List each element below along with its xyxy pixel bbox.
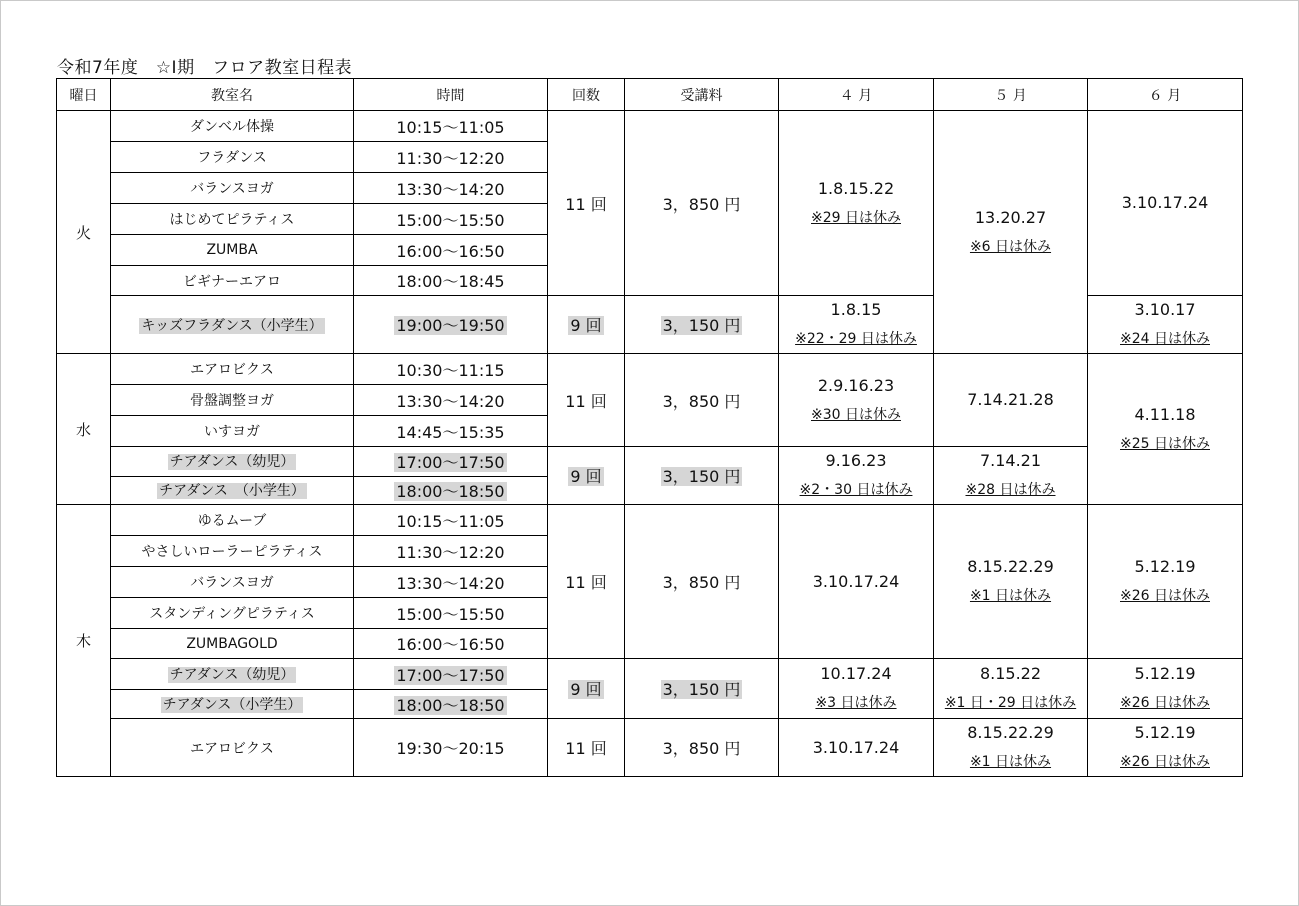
june-dates: 3.10.17 <box>1134 300 1196 319</box>
class-time: 18:00～18:45 <box>354 266 548 296</box>
april-schedule <box>779 505 934 659</box>
class-name: チアダンス（幼児） <box>169 667 295 683</box>
fee: 3，850 円 <box>625 505 779 659</box>
header-june: ６ 月 <box>1088 79 1243 111</box>
class-time: 18:00～18:50 <box>396 481 505 501</box>
header-row <box>57 79 1243 111</box>
class-time: 14:45～15:35 <box>354 416 548 447</box>
april-dates: 9.16.23 <box>825 451 887 470</box>
session-count: 9 回 <box>570 680 602 699</box>
class-time: 15:00～15:50 <box>354 598 548 629</box>
header-day: 曜日 <box>57 79 111 111</box>
day-tuesday: 火 <box>57 111 111 354</box>
header-class: 教室名 <box>111 79 354 111</box>
class-time-cell <box>354 690 548 719</box>
april-holiday-note: ※29 日は休み <box>811 209 901 226</box>
june-dates: 5.12.19 <box>1134 557 1196 576</box>
may-holiday-note: ※1 日は休み <box>969 754 1052 770</box>
day-thursday: 木 <box>57 505 111 777</box>
class-name: エアロビクス <box>111 719 354 777</box>
class-name: やさしいローラーピラティス <box>111 536 354 567</box>
class-name: チアダンス（幼児） <box>169 454 295 471</box>
fee: 3，850 円 <box>625 354 779 447</box>
class-time: 17:00～17:50 <box>396 452 505 472</box>
june-schedule <box>1088 354 1243 505</box>
session-count-cell <box>548 296 625 354</box>
page-title: 令和7年度 ☆Ⅰ期 フロア教室日程表 <box>57 58 353 78</box>
class-name: 骨盤調整ヨガ <box>111 385 354 416</box>
fee-cell <box>625 447 779 505</box>
class-time: 11:30～12:20 <box>354 536 548 567</box>
class-time: 19:00～19:50 <box>396 316 505 335</box>
june-schedule <box>1088 296 1243 354</box>
class-name: キッズフラダンス（小学生） <box>141 317 323 334</box>
fee: 3，150 円 <box>662 467 741 486</box>
class-name: チアダンス （小学生） <box>159 483 305 500</box>
june-schedule <box>1088 659 1243 719</box>
session-count: 11 回 <box>548 505 625 659</box>
fee-cell <box>625 659 779 719</box>
june-holiday-note: ※25 日は休み <box>1120 435 1210 452</box>
june-holiday-note: ※24 日は休み <box>1120 331 1210 347</box>
june-schedule <box>1088 719 1243 777</box>
class-name: バランスヨガ <box>111 567 354 598</box>
class-name-cell <box>111 476 354 505</box>
may-schedule <box>934 659 1088 719</box>
class-time: 18:00～18:50 <box>396 695 505 715</box>
fee: 3，150 円 <box>662 680 741 699</box>
april-dates: 1.8.15 <box>830 300 882 319</box>
class-time: 13:30～14:20 <box>354 173 548 204</box>
april-schedule <box>779 659 934 719</box>
june-holiday-note: ※26 日は休み <box>1120 695 1210 711</box>
table-row <box>57 505 1243 536</box>
june-schedule <box>1088 111 1243 296</box>
header-may: ５ 月 <box>934 79 1088 111</box>
class-time: 11:30～12:20 <box>354 142 548 173</box>
class-time: 13:30～14:20 <box>354 567 548 598</box>
class-name: ZUMBA <box>111 235 354 266</box>
april-schedule <box>779 719 934 777</box>
may-holiday-note: ※28 日は休み <box>965 482 1056 498</box>
table-row <box>57 659 1243 690</box>
june-dates: 5.12.19 <box>1134 723 1196 742</box>
class-name: バランスヨガ <box>111 173 354 204</box>
fee: 3，850 円 <box>625 719 779 777</box>
day-wednesday: 水 <box>57 354 111 505</box>
may-dates: 7.14.21 <box>979 451 1042 470</box>
june-dates: 4.11.18 <box>1134 404 1196 424</box>
april-dates: 3.10.17.24 <box>812 737 900 757</box>
class-name-cell <box>111 690 354 719</box>
may-schedule <box>934 719 1088 777</box>
april-schedule <box>779 111 934 296</box>
april-dates: 10.17.24 <box>820 664 892 683</box>
class-time-cell <box>354 296 548 354</box>
april-schedule <box>779 296 934 354</box>
session-count: 9 回 <box>570 467 602 486</box>
fee: 3，850 円 <box>625 111 779 296</box>
schedule-table <box>56 78 1243 777</box>
header-april: ４ 月 <box>779 79 934 111</box>
may-dates: 8.15.22 <box>979 664 1042 683</box>
may-dates: 7.14.21.28 <box>967 390 1054 409</box>
class-name-cell <box>111 659 354 690</box>
class-time: 17:00～17:50 <box>396 665 505 685</box>
may-schedule <box>934 354 1088 447</box>
class-time: 19:30～20:15 <box>354 719 548 777</box>
june-dates: 5.12.19 <box>1134 664 1196 683</box>
may-dates: 8.15.22.29 <box>967 557 1054 576</box>
april-schedule <box>779 354 934 447</box>
june-schedule <box>1088 505 1243 659</box>
class-time: 10:30～11:15 <box>354 354 548 385</box>
april-dates: 2.9.16.23 <box>817 375 895 395</box>
class-time: 15:00～15:50 <box>354 204 548 235</box>
class-time: 10:15～11:05 <box>354 111 548 142</box>
april-holiday-note: ※3 日は休み <box>815 695 897 711</box>
class-name: いすヨガ <box>111 416 354 447</box>
may-holiday-note: ※6 日は休み <box>969 238 1052 255</box>
class-time: 16:00～16:50 <box>354 235 548 266</box>
class-name: スタンディングピラティス <box>111 598 354 629</box>
session-count: 9 回 <box>570 316 602 335</box>
class-time: 10:15～11:05 <box>354 505 548 536</box>
class-time-cell <box>354 659 548 690</box>
class-name: ビギナーエアロ <box>111 266 354 296</box>
june-holiday-note: ※26 日は休み <box>1120 754 1210 770</box>
april-holiday-note: ※22・29 日は休み <box>795 331 917 347</box>
class-name-cell <box>111 447 354 477</box>
fee: 3，150 円 <box>662 316 741 335</box>
table-row <box>57 447 1243 477</box>
may-schedule <box>934 447 1088 505</box>
class-time: 13:30～14:20 <box>354 385 548 416</box>
class-name: ダンベル体操 <box>111 111 354 142</box>
table-row <box>57 111 1243 142</box>
class-time-cell <box>354 476 548 505</box>
april-holiday-note: ※30 日は休み <box>811 406 901 423</box>
class-time: 16:00～16:50 <box>354 629 548 659</box>
session-count: 11 回 <box>548 111 625 296</box>
may-holiday-note: ※1 日は休み <box>969 588 1052 604</box>
class-name: チアダンス（小学生） <box>162 697 302 713</box>
class-time-cell <box>354 447 548 477</box>
class-name: はじめてピラティス <box>111 204 354 235</box>
header-time: 時間 <box>354 79 548 111</box>
april-schedule <box>779 447 934 505</box>
session-count: 11 回 <box>548 719 625 777</box>
class-name: エアロビクス <box>111 354 354 385</box>
table-row <box>57 719 1243 777</box>
may-schedule <box>934 111 1088 354</box>
april-dates: 1.8.15.22 <box>817 178 895 198</box>
session-count: 11 回 <box>548 354 625 447</box>
may-holiday-note: ※1 日・29 日は休み <box>944 695 1077 711</box>
header-fee: 受講料 <box>625 79 779 111</box>
april-holiday-note: ※2・30 日は休み <box>799 482 913 498</box>
class-name: フラダンス <box>111 142 354 173</box>
june-dates: 3.10.17.24 <box>1121 193 1209 212</box>
class-name: ゆるムーブ <box>111 505 354 536</box>
may-schedule <box>934 505 1088 659</box>
header-count: 回数 <box>548 79 625 111</box>
session-count-cell <box>548 659 625 719</box>
april-dates: 3.10.17.24 <box>812 571 900 591</box>
may-dates: 8.15.22.29 <box>967 723 1054 742</box>
session-count-cell <box>548 447 625 505</box>
table-row <box>57 354 1243 385</box>
june-holiday-note: ※26 日は休み <box>1120 588 1210 604</box>
fee-cell <box>625 296 779 354</box>
class-name-cell <box>111 296 354 354</box>
class-name: ZUMBAGOLD <box>111 629 354 659</box>
may-dates: 13.20.27 <box>974 207 1047 227</box>
